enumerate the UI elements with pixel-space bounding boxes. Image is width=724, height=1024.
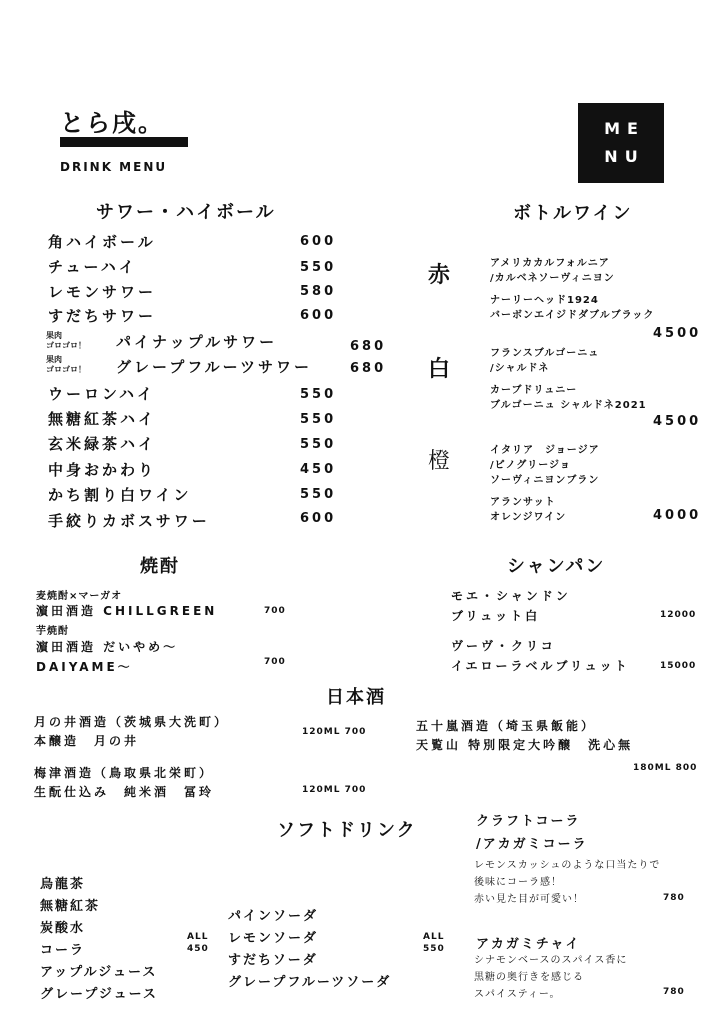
menu-item: 無糖紅茶ハイ <box>48 410 157 428</box>
soft-item: 無糖紅茶 <box>40 899 101 914</box>
champagne-item: モエ・シャンドン ブリュット白 <box>451 589 571 623</box>
menu-item-price: 600 <box>300 308 337 323</box>
menu-item: チューハイ <box>48 258 137 276</box>
soft-group1-price: ALL 450 <box>187 932 209 954</box>
menu-item: かち割り白ワイン <box>48 486 192 504</box>
sake-price: 120ML 700 <box>302 727 367 737</box>
wine-price: 4000 <box>653 508 702 523</box>
champagne-price: 15000 <box>660 661 697 671</box>
menu-item-price: 680 <box>350 339 387 354</box>
menu-item-price: 450 <box>300 462 337 477</box>
drink-menu-label: DRINK MENU <box>60 160 168 174</box>
section-title-wine: ボトルワイン <box>513 203 633 224</box>
menu-item: レモンサワー <box>48 283 157 301</box>
sake-price: 180ML 800 <box>633 763 698 773</box>
shochu-item: 濵田酒造 CHILLGREEN <box>36 604 218 618</box>
wine-entry: ナーリーヘッド1924 バーボンエイジドダブルブラック <box>490 295 655 321</box>
soft-item: 炭酸水 <box>40 921 86 936</box>
section-title-soft: ソフトドリンク <box>277 820 417 841</box>
menu-item-price: 600 <box>300 511 337 526</box>
wine-entry: アランサット オレンジワイン <box>490 497 567 523</box>
sake-item: 月の井酒造（茨城県大洗町） 本醸造 月の井 <box>34 715 230 748</box>
shochu-category: 芋焼酎 <box>36 626 69 637</box>
menu-item-price: 550 <box>300 412 337 427</box>
soft-item: コーラ <box>40 943 86 958</box>
shochu-price: 700 <box>264 657 286 667</box>
menu-item: 角ハイボール <box>48 233 156 251</box>
craft-cola-name: クラフトコーラ /アカガミコーラ <box>476 814 588 852</box>
soft-item: アップルジュース <box>40 965 158 980</box>
sake-price: 120ML 700 <box>302 785 367 795</box>
soft-item: パインソーダ <box>228 909 319 924</box>
wine-label-white: 白 <box>428 357 451 382</box>
soft-item: レモンソーダ <box>228 931 319 946</box>
craft-cola-price: 780 <box>663 893 685 903</box>
brand-underline <box>60 137 188 147</box>
menu-item-price: 550 <box>300 437 337 452</box>
menu-item: 玄米緑茶ハイ <box>48 435 157 453</box>
menu-item: ウーロンハイ <box>48 385 155 403</box>
menu-item-price: 600 <box>300 234 337 249</box>
chai-name: アカガミチャイ <box>476 937 581 952</box>
wine-entry: イタリア ジョージア /ピノグリージョ ソーヴィニヨンブラン <box>490 445 600 486</box>
menu-item-price: 580 <box>300 284 337 299</box>
champagne-item: ヴーヴ・クリコ イエローラベルブリュット <box>451 639 630 673</box>
sake-item: 五十嵐酒造（埼玉県飯能） 天覧山 特別限定大吟醸 洗心無 <box>416 719 634 752</box>
soft-item: 烏龍茶 <box>40 877 86 892</box>
chai-description: シナモンベースのスパイス香に 黒糖の奥行きを感じる スパイスティー。 <box>474 955 628 1000</box>
menu-item-price: 550 <box>300 387 337 402</box>
wine-price: 4500 <box>653 326 702 341</box>
menu-item: グレープフルーツサワー <box>116 358 313 376</box>
menu-item: すだちサワー <box>48 307 157 325</box>
wine-entry: カーブドリュニー ブルゴーニュ シャルドネ2021 <box>490 385 647 411</box>
section-title-sake: 日本酒 <box>326 687 386 708</box>
wine-label-orange: 橙 <box>428 449 451 474</box>
menu-box-line-1: ME <box>604 119 645 138</box>
menu-item: 手絞りカボスサワー <box>48 512 210 530</box>
wine-price: 4500 <box>653 414 702 429</box>
section-title-shochu: 焼酎 <box>140 556 180 577</box>
wine-label-red: 赤 <box>428 263 451 288</box>
section-title-champagne: シャンパン <box>507 556 606 577</box>
menu-item-price: 550 <box>300 487 337 502</box>
shochu-item: 濵田酒造 だいやめ～ DAIYAME～ <box>36 640 179 674</box>
soft-item: グレープジュース <box>40 987 158 1002</box>
soft-item: グレープフルーツソーダ <box>228 975 392 990</box>
champagne-price: 12000 <box>660 610 697 620</box>
menu-item-tag: 果肉 ゴロゴロ！ <box>46 331 86 350</box>
menu-box-line-2: NU <box>604 147 645 166</box>
soft-item: すだちソーダ <box>228 953 318 968</box>
soft-group2-price: ALL 550 <box>423 932 445 954</box>
menu-item: 中身おかわり <box>48 461 157 479</box>
chai-price: 780 <box>663 987 685 997</box>
shochu-price: 700 <box>264 606 286 616</box>
menu-item-price: 550 <box>300 260 337 275</box>
wine-entry: フランスブルゴーニュ /シャルドネ <box>490 348 600 374</box>
wine-entry: アメリカカルフォルニア /カルベネソーヴィニヨン <box>490 258 615 284</box>
menu-box <box>578 103 664 183</box>
sake-item: 梅津酒造（鳥取県北栄町） 生酛仕込み 純米酒 冨玲 <box>34 766 215 799</box>
shochu-category: 麦焼酎×マーガオ <box>36 591 123 602</box>
brand-title: とら戌。 <box>60 109 164 137</box>
section-title-sour: サワー・ハイボール <box>96 202 276 223</box>
menu-item: パイナップルサワー <box>116 333 278 351</box>
menu-item-price: 680 <box>350 361 387 376</box>
menu-item-tag: 果肉 ゴロゴロ！ <box>46 355 86 374</box>
craft-cola-description: レモンスカッシュのような口当たりで 後味にコーラ感！ 赤い見た目が可愛い！ <box>474 860 661 905</box>
